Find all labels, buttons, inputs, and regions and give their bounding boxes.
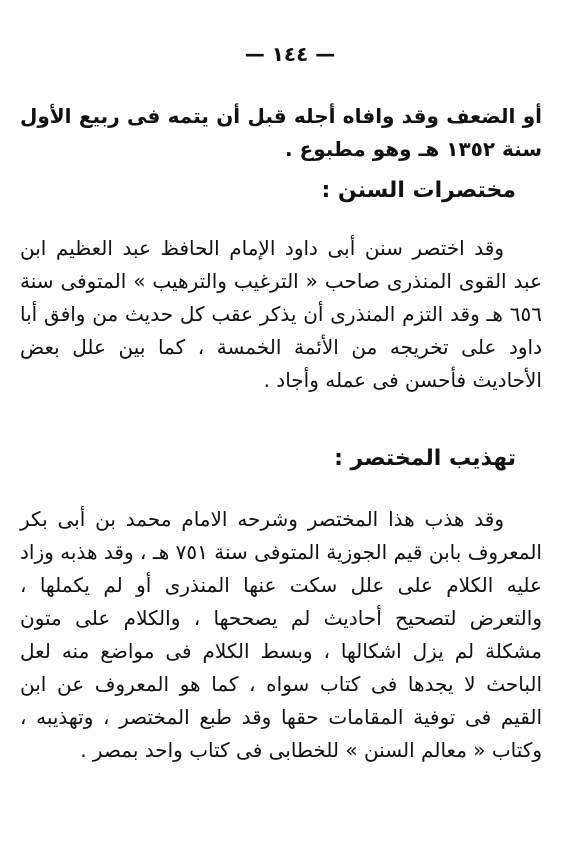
paragraph-mukhtasarat: وقد اختصر سنن أبى داود الإمام الحافظ عبد العظيم ابن عبد القوى المنذرى صاحب « الترغيب والترهيب » المتوفى سنة ٦٥٦ هـ وقد التزم المنذرى أن يذكر عقب كل حديث من وافق أبا داود على تخريجه من الأئمة الخمسة ، كما بين علل بعض الأحاديث فأحسن فى عمله وأجاد . bbox=[20, 236, 542, 392]
section-body-mukhtasarat bbox=[20, 232, 542, 397]
paragraph-tahdhib: وقد هذب هذا المختصر وشرحه الامام محمد بن أبى بكر المعروف بابن قيم الجوزية المتوفى سنة ٧٥١ هـ ، وقد هذبه وزاد عليه الكلام على علل سكت عنها المنذرى أو لم يكملها ، والتعرض لتصحيح أحاديث لم يصححها ، والكلام على متون مشكلة لم يزل اشكالها ، وبسط الكلام فى مواضع منه لعل الباحث لا يجدها فى كتاب سواه ، كما هو المعروف عن ابن القيم فى توفية المقامات حقها وقد طبع المختصر ، وتهذيبه ، وكتاب « معالم السنن » للخطابى فى كتاب واحد بمصر . bbox=[20, 507, 542, 762]
page-number: — ١٤٤ — bbox=[244, 42, 336, 66]
section-heading-mukhtasarat: مختصرات السنن : bbox=[321, 178, 516, 203]
intro-text: أو الضعف وقد وافاه أجله قبل أن يتمه فى ربيع الأول سنة ١٣٥٢ هـ وهو مطبوع . bbox=[20, 104, 542, 161]
intro-paragraph bbox=[20, 100, 542, 166]
section-body-tahdhib bbox=[20, 503, 542, 767]
section-heading-tahdhib: تهذيب المختصر : bbox=[334, 446, 516, 471]
